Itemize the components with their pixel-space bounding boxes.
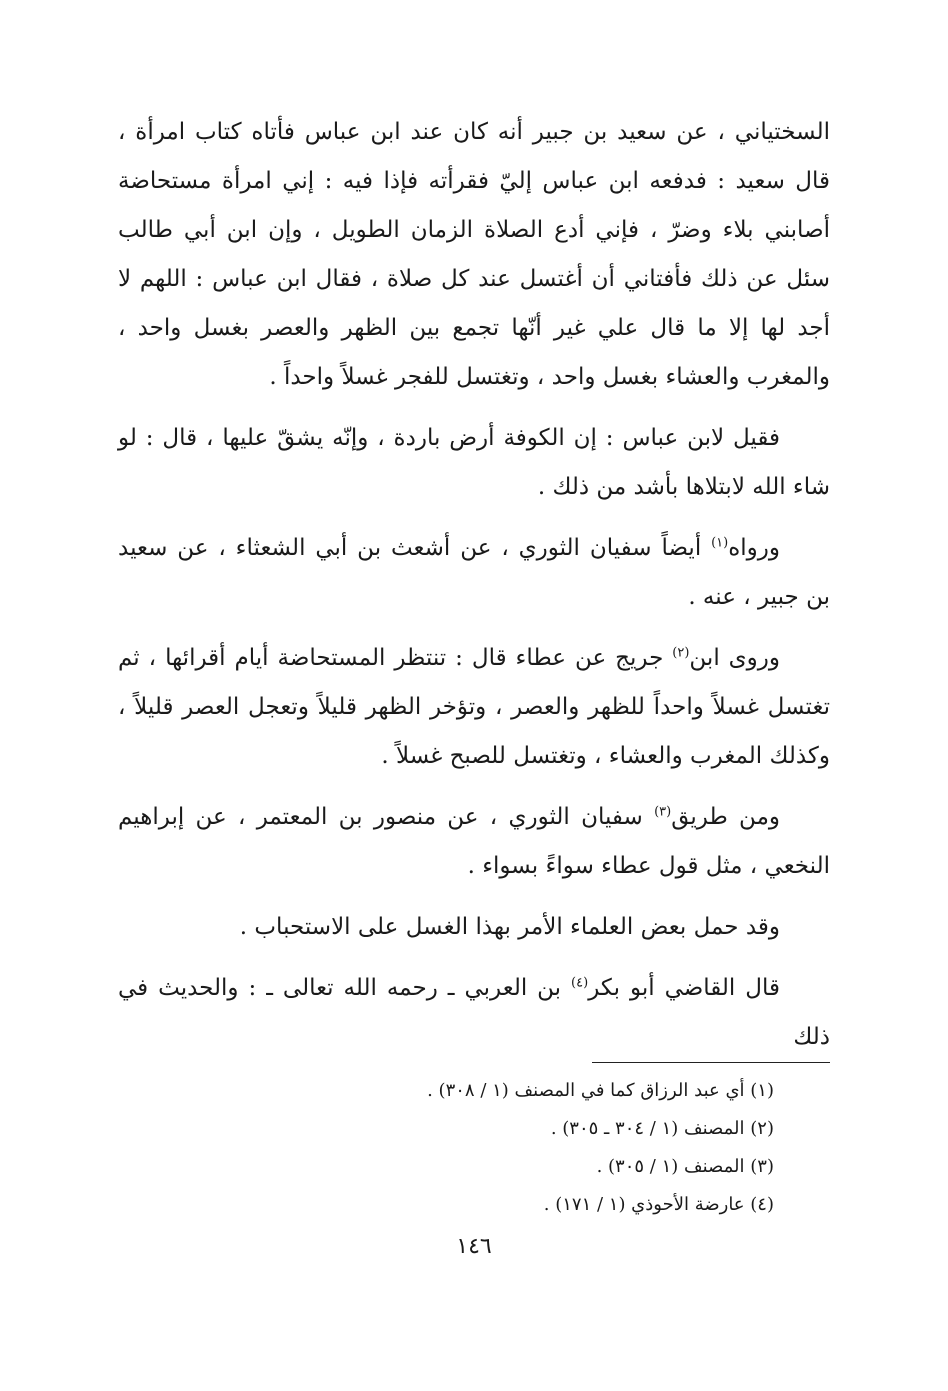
- footnote-4: (٤) عارضة الأحوذي (١ / ١٧١) .: [543, 1194, 774, 1215]
- main-text: [118, 108, 830, 1074]
- paragraph-4: [118, 634, 830, 781]
- footnote-ref-3[interactable]: (٣): [654, 804, 672, 820]
- paragraph-3: [118, 524, 830, 622]
- footnote-3: (٣) المصنف (١ / ٣٠٥) .: [596, 1156, 774, 1177]
- footnotes: [118, 1072, 774, 1224]
- paragraph-5: [118, 793, 830, 891]
- footnote-ref-1[interactable]: (١): [711, 535, 729, 551]
- footnote-ref-4[interactable]: (٤): [571, 975, 589, 991]
- page-number: ١٤٦: [456, 1234, 492, 1259]
- footnote-separator: [592, 1062, 830, 1063]
- footnote-1: (١) أي عبد الرزاق كما في المصنف (١ / ٣٠٨) .: [427, 1080, 774, 1101]
- paragraph-4-start: وروى ابن: [689, 645, 780, 671]
- paragraph-5-start: ومن طريق: [671, 804, 780, 830]
- footnote-2: (٢) المصنف (١ / ٣٠٤ ـ ٣٠٥) .: [550, 1118, 774, 1139]
- paragraph-1: السختياني ، عن سعيد بن جبير أنه كان عند ابن عباس فأتاه كتاب امرأة ، قال سعيد : فدفعه ابن عباس إليّ فقرأته فإذا فيه : إني امرأة مستحاضة أصابني بلاء وضرّ ، فإني أدع الصلاة الزمان الطويل ، وإن ابن أبي طالب سئل عن ذلك فأفتاني أن أغتسل عند كل صلاة ، فقال ابن عباس : اللهم لا أجد لها إلا ما قال علي غير أنّها تجمع بين الظهر والعصر بغسل واحد ، والمغرب والعشاء بغسل واحد ، وتغتسل للفجر غسلاً واحداً .: [118, 119, 830, 390]
- paragraph-7: [118, 964, 830, 1062]
- paragraph-2: فقيل لابن عباس : إن الكوفة أرض باردة ، وإنّه يشقّ عليها ، قال : لو شاء الله لابتلاها بأشد من ذلك .: [118, 425, 830, 500]
- paragraph-3-start: ورواه: [728, 535, 780, 561]
- paragraph-3-rest: أيضاً سفيان الثوري ، عن أشعث بن أبي الشعثاء ، عن سعيد بن جبير ، عنه .: [118, 535, 830, 610]
- paragraph-4-rest: جريج عن عطاء قال : تنتظر المستحاضة أيام أقرائها ، ثم تغتسل غسلاً واحداً للظهر والعصر ، وتؤخر الظهر قليلاً وتعجل العصر قليلاً ، وكذلك المغرب والعشاء ، وتغتسل للصبح غسلاً .: [118, 645, 830, 769]
- paragraph-5-rest: سفيان الثوري ، عن منصور بن المعتمر ، عن إبراهيم النخعي ، مثل قول عطاء سواءً بسواء .: [118, 804, 830, 879]
- footnote-ref-2[interactable]: (٢): [672, 645, 690, 661]
- paragraph-7-rest: بن العربي ـ رحمه الله تعالى ـ : والحديث في ذلك: [118, 975, 830, 1050]
- paragraph-7-start: قال القاضي أبو بكر: [588, 975, 780, 1001]
- paragraph-6: وقد حمل بعض العلماء الأمر بهذا الغسل على الاستحباب .: [239, 914, 780, 940]
